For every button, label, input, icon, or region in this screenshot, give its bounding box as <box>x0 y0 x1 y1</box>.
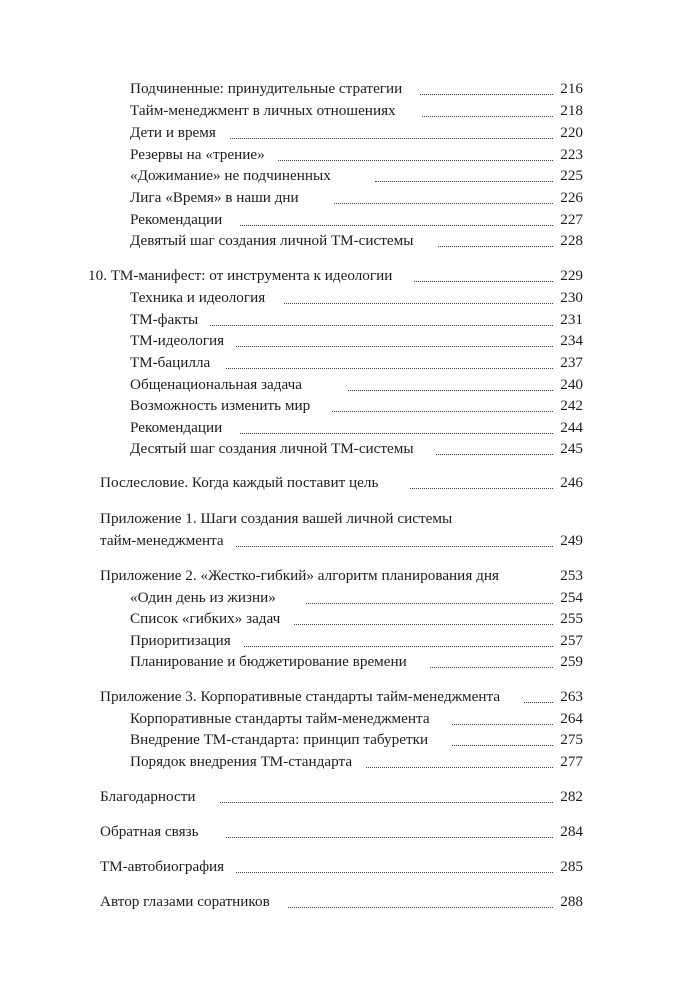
toc-entry-page: 264 <box>560 710 583 727</box>
dot-leader <box>226 352 553 374</box>
toc-entry[interactable] <box>0 309 679 331</box>
toc-entry-title: Список «гибких» задач <box>130 610 281 627</box>
toc-entry[interactable] <box>0 708 679 730</box>
toc-chapter-heading[interactable] <box>0 265 679 287</box>
toc-entry-title: Общенациональная задача <box>130 376 302 393</box>
toc-entry[interactable] <box>0 751 679 773</box>
toc-chapter-title: 10. ТМ-манифест: от инструмента к идеологии <box>88 267 393 284</box>
toc-author-by-colleagues[interactable] <box>0 891 679 913</box>
dot-leader <box>294 608 553 630</box>
toc-entry-title: ТМ-идеология <box>130 332 225 349</box>
toc-chapter-page: 288 <box>560 893 583 910</box>
toc-entry[interactable] <box>0 608 679 630</box>
toc-appendix-3[interactable] <box>0 686 679 708</box>
toc-entry-page: 257 <box>560 632 583 649</box>
toc-chapter-page: 284 <box>560 823 583 840</box>
toc-entry[interactable] <box>0 352 679 374</box>
toc-entry-title: Дети и время <box>130 124 216 141</box>
dot-leader <box>332 395 553 417</box>
toc-entry[interactable] <box>0 729 679 751</box>
toc-chapter-page: 285 <box>560 858 583 875</box>
dot-leader <box>236 856 553 878</box>
toc-feedback[interactable] <box>0 821 679 843</box>
toc-chapter-page: 253 <box>560 567 583 584</box>
dot-leader <box>430 651 553 673</box>
toc-entry-page: 254 <box>560 589 583 606</box>
toc-entry-page: 226 <box>560 189 583 206</box>
dot-leader <box>452 729 553 751</box>
dot-leader <box>230 122 553 144</box>
toc-entry-page: 234 <box>560 332 583 349</box>
toc-chapter-title: Автор глазами соратников <box>100 893 270 910</box>
toc-entry-page: 277 <box>560 753 583 770</box>
toc-chapter-title-cont: тайм-менеджмента <box>100 532 224 549</box>
toc-entry-page: 216 <box>560 80 583 97</box>
toc-entry[interactable] <box>0 144 679 166</box>
toc-entry-title: ТМ-факты <box>130 311 199 328</box>
toc-entry[interactable] <box>0 587 679 609</box>
toc-chapter-page: 249 <box>560 532 583 549</box>
toc-entry-page: 245 <box>560 440 583 457</box>
toc-entry-title: Тайм-менеджмент в личных отношениях <box>130 102 396 119</box>
dot-leader <box>244 630 553 652</box>
dot-leader <box>240 417 553 439</box>
toc-entry-title: ТМ-бацилла <box>130 354 211 371</box>
toc-entry-title: Возможность изменить мир <box>130 397 311 414</box>
dot-leader <box>236 330 553 352</box>
toc-entry[interactable] <box>0 165 679 187</box>
toc-entry-title: Резервы на «трение» <box>130 146 265 163</box>
toc-entry-page: 255 <box>560 610 583 627</box>
toc-entry-page: 244 <box>560 419 583 436</box>
toc-acknowledgements[interactable] <box>0 786 679 808</box>
toc-entry[interactable] <box>0 630 679 652</box>
toc-entry-page: 240 <box>560 376 583 393</box>
toc-appendix-1-line1[interactable] <box>0 508 679 530</box>
dot-leader <box>436 438 553 460</box>
toc-entry-page: 231 <box>560 311 583 328</box>
toc-entry-title: Лига «Время» в наши дни <box>130 189 299 206</box>
toc-entry-title: Рекомендации <box>130 211 223 228</box>
toc-chapter-title: ТМ-автобиография <box>100 858 225 875</box>
toc-chapter-page: 246 <box>560 474 583 491</box>
toc-entry-title: Техника и идеология <box>130 289 266 306</box>
dot-leader <box>288 891 553 913</box>
toc-appendix-1-line2[interactable] <box>0 530 679 552</box>
toc-entry[interactable] <box>0 78 679 100</box>
dot-leader <box>278 144 553 166</box>
dot-leader <box>348 374 553 396</box>
dot-leader <box>210 309 553 331</box>
toc-chapter-title: Приложение 2. «Жестко-гибкий» алгоритм планирования дня <box>100 567 499 584</box>
dot-leader <box>410 472 553 494</box>
dot-leader <box>422 100 553 122</box>
toc-chapter-title: Благодарности <box>100 788 196 805</box>
toc-entry-title: Планирование и бюджетирование времени <box>130 653 407 670</box>
toc-appendix-2[interactable] <box>0 565 679 587</box>
toc-chapter-title: Обратная связь <box>100 823 199 840</box>
toc-entry-page: 275 <box>560 731 583 748</box>
toc-entry[interactable] <box>0 417 679 439</box>
dot-leader <box>438 230 553 252</box>
toc-chapter-page: 263 <box>560 688 583 705</box>
toc-entry[interactable] <box>0 230 679 252</box>
toc-entry[interactable] <box>0 100 679 122</box>
toc-entry[interactable] <box>0 651 679 673</box>
dot-leader <box>236 530 553 552</box>
toc-entry-page: 225 <box>560 167 583 184</box>
dot-leader <box>306 587 553 609</box>
toc-entry-page: 230 <box>560 289 583 306</box>
dot-leader <box>420 78 553 100</box>
toc-entry-page: 237 <box>560 354 583 371</box>
dot-leader <box>375 165 553 187</box>
toc-entry[interactable] <box>0 395 679 417</box>
toc-entry[interactable] <box>0 438 679 460</box>
toc-entry-title: «Один день из жизни» <box>130 589 276 606</box>
toc-entry-title: Десятый шаг создания личной ТМ-системы <box>130 440 414 457</box>
toc-entry[interactable] <box>0 287 679 309</box>
toc-afterword[interactable] <box>0 472 679 494</box>
toc-entry-page: 228 <box>560 232 583 249</box>
toc-entry-title: Девятый шаг создания личной ТМ-системы <box>130 232 414 249</box>
toc-entry-title: Приоритизация <box>130 632 231 649</box>
toc-chapter-page: 229 <box>560 267 583 284</box>
dot-leader <box>452 708 553 730</box>
toc-entry[interactable] <box>0 330 679 352</box>
toc-entry-title: «Дожимание» не подчиненных <box>130 167 331 184</box>
dot-leader <box>414 265 553 287</box>
toc-chapter-title: Приложение 1. Шаги создания вашей личной системы <box>100 510 453 527</box>
toc-entry-page: 220 <box>560 124 583 141</box>
toc-entry-page: 227 <box>560 211 583 228</box>
toc-entry[interactable] <box>0 122 679 144</box>
dot-leader <box>240 209 553 231</box>
toc-entry-page: 223 <box>560 146 583 163</box>
toc-entry[interactable] <box>0 187 679 209</box>
toc-entry[interactable] <box>0 209 679 231</box>
toc-entry-title: Порядок внедрения ТМ-стандарта <box>130 753 353 770</box>
toc-chapter-title: Послесловие. Когда каждый поставит цель <box>100 474 379 491</box>
dot-leader <box>334 187 553 209</box>
toc-entry-title: Подчиненные: принудительные стратегии <box>130 80 403 97</box>
toc-entry-title: Рекомендации <box>130 419 223 436</box>
dot-leader <box>226 821 553 843</box>
toc-entry[interactable] <box>0 374 679 396</box>
toc-entry-title: Корпоративные стандарты тайм-менеджмента <box>130 710 430 727</box>
toc-chapter-page: 282 <box>560 788 583 805</box>
toc-entry-page: 259 <box>560 653 583 670</box>
dot-leader <box>220 786 553 808</box>
dot-leader <box>524 686 553 708</box>
toc-entry-page: 242 <box>560 397 583 414</box>
dot-leader <box>366 751 553 773</box>
dot-leader <box>284 287 553 309</box>
toc-chapter-title: Приложение 3. Корпоративные стандарты тайм-менеджмента <box>100 688 501 705</box>
toc-entry-title: Внедрение ТМ-стандарта: принцип табуретки <box>130 731 429 748</box>
toc-autobiography[interactable] <box>0 856 679 878</box>
toc-entry-page: 218 <box>560 102 583 119</box>
